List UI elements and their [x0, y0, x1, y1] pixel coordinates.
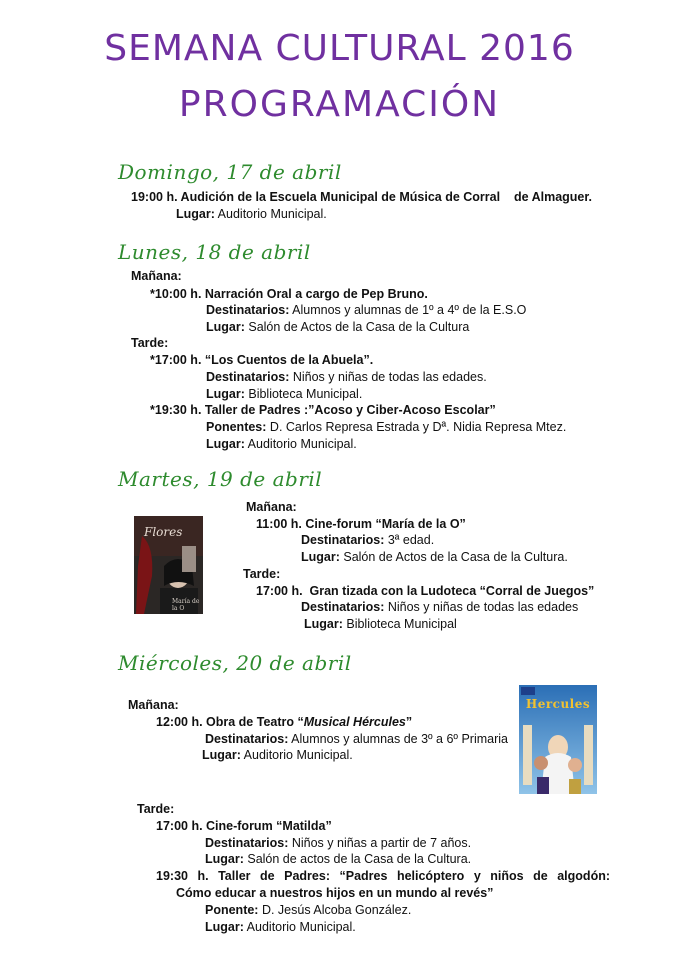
dest-value: Niños y niñas a partir de 7 años.	[288, 836, 472, 850]
ponentes-label: Ponentes:	[206, 420, 267, 434]
dest-value: Niños y niñas de todas las edades	[384, 600, 579, 614]
day-heading-lunes: Lunes, 18 de abril	[118, 240, 311, 264]
event-time: 17:00 h.	[256, 584, 303, 598]
lugar-value: Salón de actos de la Casa de la Cultura.	[243, 852, 472, 866]
event-title: Cine-forum “María de la O”	[301, 517, 466, 531]
miercoles-event-1-dest	[205, 731, 508, 747]
miercoles-event-3-line2: Cómo educar a nuestros hijos en un mundo al revés”	[176, 886, 494, 900]
lunes-event-1-dest	[206, 302, 526, 318]
dest-label: Destinatarios:	[301, 600, 385, 614]
martes-event-2-lugar	[304, 616, 457, 632]
lugar-label: Lugar:	[176, 207, 215, 221]
dest-value: Niños y niñas de todas las edades.	[289, 370, 487, 384]
martes-event-2	[256, 583, 594, 599]
day-heading-domingo: Domingo, 17 de abril	[118, 160, 342, 184]
page-title: SEMANA CULTURAL 2016	[104, 28, 575, 69]
event-title-prefix: 12:00 h. Obra de Teatro “	[156, 715, 304, 729]
ponente-label: Ponente:	[205, 903, 259, 917]
lunes-tarde-label: Tarde:	[131, 336, 169, 350]
dest-label: Destinatarios:	[206, 370, 290, 384]
maria-de-la-o-poster	[134, 516, 203, 614]
day-heading-martes: Martes, 19 de abril	[118, 467, 323, 491]
day-heading-miercoles: Miércoles, 20 de abril	[118, 651, 352, 675]
martes-event-1	[256, 516, 466, 532]
miercoles-event-2: 17:00 h. Cine-forum “Matilda”	[156, 819, 332, 833]
lugar-value: Auditorio Municipal.	[244, 437, 357, 451]
ponente-value: D. Jesús Alcoba González.	[258, 903, 412, 917]
lunes-manana-label: Mañana:	[131, 269, 182, 283]
lugar-label: Lugar:	[206, 320, 245, 334]
dest-value: Alumnos y alumnas de 1º a 4º de la E.S.O	[289, 303, 527, 317]
lugar-value: Biblioteca Municipal	[342, 617, 457, 631]
event-title-italic: Musical Hércules	[303, 715, 406, 729]
dest-label: Destinatarios:	[301, 533, 385, 547]
lunes-event-1: *10:00 h. Narración Oral a cargo de Pep Bruno.	[150, 287, 428, 301]
domingo-lugar	[176, 206, 327, 222]
miercoles-event-1	[156, 714, 412, 730]
lunes-event-3-ponentes	[206, 419, 566, 435]
lugar-label: Lugar:	[202, 748, 241, 762]
martes-event-1-dest	[301, 532, 434, 548]
ponentes-value: D. Carlos Represa Estrada y Dª. Nidia Represa Mtez.	[266, 420, 567, 434]
miercoles-tarde-label: Tarde:	[137, 802, 175, 816]
lugar-label: Lugar:	[304, 617, 343, 631]
martes-event-2-dest	[301, 599, 578, 615]
martes-manana-label: Mañana:	[246, 500, 297, 514]
event-time: 11:00 h.	[256, 517, 302, 531]
lugar-value: Biblioteca Municipal.	[244, 387, 363, 401]
lugar-value: Auditorio Municipal.	[243, 920, 356, 934]
dest-label: Destinatarios:	[205, 836, 289, 850]
domingo-event: 19:00 h. Audición de la Escuela Municipal de Música de Corral de Almaguer.	[131, 190, 593, 204]
poster-title: Flores	[144, 525, 183, 539]
lugar-value: Auditorio Municipal.	[240, 748, 353, 762]
event-title-suffix: ”	[405, 715, 413, 729]
lunes-event-3: *19:30 h. Taller de Padres :”Acoso y Ciber-Acoso Escolar”	[150, 403, 496, 417]
martes-tarde-label: Tarde:	[243, 567, 281, 581]
lugar-label: Lugar:	[301, 550, 340, 564]
event-title: Gran tizada con la Ludoteca “Corral de Juegos”	[302, 584, 595, 598]
miercoles-event-3-lugar	[205, 919, 356, 935]
lugar-value: Salón de Actos de la Casa de la Cultura.	[339, 550, 568, 564]
lugar-label: Lugar:	[205, 920, 244, 934]
miercoles-event-2-dest	[205, 835, 471, 851]
martes-event-1-lugar	[301, 549, 568, 565]
miercoles-manana-label: Mañana:	[128, 698, 179, 712]
lunes-event-2: *17:00 h. “Los Cuentos de la Abuela”.	[150, 353, 374, 367]
dest-value: 3ª edad.	[384, 533, 435, 547]
lunes-event-3-lugar	[206, 436, 357, 452]
page-subtitle: PROGRAMACIÓN	[178, 84, 501, 125]
lunes-event-2-lugar	[206, 386, 362, 402]
lugar-value: Auditorio Municipal.	[214, 207, 327, 221]
lugar-value: Salón de Actos de la Casa de la Cultura	[244, 320, 470, 334]
poster-title: Hercules	[525, 697, 591, 711]
dest-label: Destinatarios:	[205, 732, 289, 746]
lugar-label: Lugar:	[206, 437, 245, 451]
lugar-label: Lugar:	[206, 387, 245, 401]
hercules-poster	[519, 685, 597, 794]
lunes-event-2-dest	[206, 369, 487, 385]
poster-caption: María de la O	[172, 598, 200, 612]
miercoles-event-1-lugar	[202, 747, 353, 763]
miercoles-event-3-line1: 19:30 h. Taller de Padres: “Padres helicóptero y niños de algodón:	[156, 869, 610, 883]
dest-value: Alumnos y alumnas de 3º a 6º Primaria	[288, 732, 509, 746]
miercoles-event-3-ponente	[205, 902, 411, 918]
dest-label: Destinatarios:	[206, 303, 290, 317]
miercoles-event-2-lugar	[205, 851, 471, 867]
lunes-event-1-lugar	[206, 319, 469, 335]
lugar-label: Lugar:	[205, 852, 244, 866]
